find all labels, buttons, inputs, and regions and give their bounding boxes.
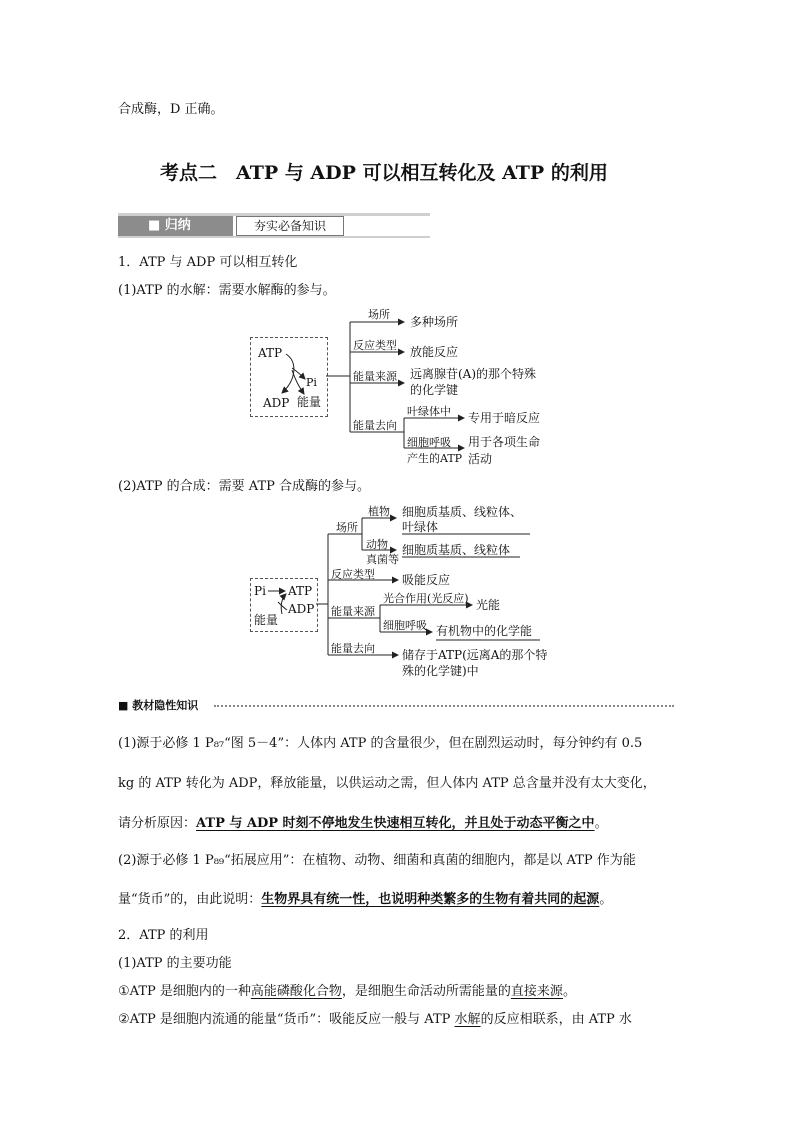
q2-line-2 [118,891,612,909]
function-1-text: ①ATP 是细胞内的一种 [118,984,251,999]
synthesis-branch-place: 场所 [336,521,358,534]
hidden-knowledge-label: ■ 教材隐性知识 [118,699,199,712]
hydrolysis-branch-type: 反应类型 [353,339,397,352]
q2-answer: 生物界具有统一性，也说明种类繁多的生物有着共同的起源 [261,892,600,907]
synthesis-branch-animal: 动物 [366,538,388,551]
synthesis-value-plant-2: 叶绿体 [402,520,439,534]
synthesis-value-photosynthesis: 光能 [476,598,501,612]
synthesis-intro: (2)ATP 的合成：需要 ATP 合成酶的参与。 [118,479,371,494]
synthesis-value-plant-1: 细胞质基质、线粒体、 [402,505,523,519]
hidden-knowledge-header [118,697,674,715]
hydrolysis-branch-source: 能量来源 [353,370,397,383]
hydrolysis-branch-respiration-2: 产生的ATP [407,452,463,465]
heading-utilization: 2．ATP 的利用 [118,928,209,943]
synthesis-energy: 能量 [254,613,279,627]
hydrolysis-branch-chloroplast: 叶绿体中 [407,405,451,418]
synthesis-value-animal: 细胞质基质、线粒体 [402,543,511,557]
q1-line-1: (1)源于必修 1 P₈₇“图 5－4”：人体内 ATP 的含量很少，但在剧烈运动时，每分钟约有 0.5 [118,736,643,751]
hydrolysis-value-type: 放能反应 [410,345,459,359]
q1-end: 。 [594,816,608,831]
synthesis-branch-type: 反应类型 [331,568,375,581]
synthesis-adp: ADP [288,602,315,616]
function-2-end: 的反应相联系，由 ATP 水 [480,1012,632,1027]
hydrolysis-branch-dest: 能量去向 [353,419,397,432]
hydrolysis-value-respiration-2: 活动 [468,452,493,466]
synthesis-value-dest-1: 储存于ATP(远离A的那个特 [402,648,548,662]
hydrolysis-value-source-2: 的化学键 [410,383,459,397]
hydrolysis-branch-respiration: 细胞呼吸 [407,436,451,449]
q1-answer: ATP 与 ADP 时刻不停地发生快速相互转化，并且处于动态平衡之中 [196,816,595,831]
hydrolysis-value-source-1: 远离腺苷(A)的那个特殊 [410,367,537,381]
synthesis-branch-dest: 能量去向 [331,642,375,655]
function-2-text: ②ATP 是细胞内流通的能量“货币”：吸能反应一般与 ATP [118,1012,455,1027]
hidden-knowledge-rule [214,705,674,707]
q2-end: 。 [599,892,613,907]
heading-interconversion: 1．ATP 与 ADP 可以相互转化 [118,255,298,270]
synthesis-atp: ATP [288,584,313,598]
hydrolysis-value-respiration-1: 用于各项生命 [468,435,541,449]
main-function-heading: (1)ATP 的主要功能 [118,956,232,971]
function-1-blank-2: 直接来源 [510,984,563,999]
banner-label-dark: ■ 归纳 [118,216,233,236]
synthesis-branch-respiration: 细胞呼吸 [383,619,427,632]
synthesis-branch-fungi: 真菌等 [366,553,399,566]
function-1-mid: ，是细胞生命活动所需能量的 [341,984,511,999]
hydrolysis-intro: (1)ATP 的水解：需要水解酶的参与。 [118,283,336,298]
function-2-blank: 水解 [454,1012,481,1027]
function-item-2 [118,1011,632,1029]
q2-line-1: (2)源于必修 1 P₈₉“拓展应用”：在植物、动物、细菌和真菌的细胞内，都是以 ATP 作为能 [118,853,636,868]
q2-prompt: 量“货币”的，由此说明： [118,892,262,907]
hydrolysis-value-chloroplast: 专用于暗反应 [468,411,541,425]
intro-line: 合成酶，D 正确。 [118,102,224,117]
q1-line-3 [118,815,608,833]
hydrolysis-pi: Pi [306,376,317,389]
synthesis-pi: Pi [254,584,266,598]
q1-line-2: kg 的 ATP 转化为 ADP，释放能量，以供运动之需，但人体内 ATP 总含量并没有太大变化， [118,776,656,791]
hydrolysis-value-place: 多种场所 [410,315,459,329]
synthesis-value-respiration: 有机物中的化学能 [436,624,533,638]
synthesis-branch-photosynthesis: 光合作用(光反应) [383,592,469,605]
banner-label-light: 夯实必备知识 [236,216,344,236]
function-item-1 [118,983,576,1001]
synthesis-value-dest-2: 殊的化学键)中 [402,664,479,678]
function-1-end: 。 [562,984,576,999]
q1-prompt: 请分析原因： [118,816,197,831]
synthesis-branch-source: 能量来源 [331,605,375,618]
synthesis-branch-plant: 植物 [368,505,390,518]
hydrolysis-energy: 能量 [297,395,322,409]
function-1-blank-1: 高能磷酸化合物 [250,984,342,999]
section-title: 考点二 ATP 与 ADP 可以相互转化及 ATP 的利用 [160,162,608,184]
hydrolysis-branch-place: 场所 [368,308,390,321]
synthesis-value-type: 吸能反应 [402,573,451,587]
hydrolysis-adp: ADP [263,396,290,410]
hydrolysis-atp: ATP [258,346,283,360]
